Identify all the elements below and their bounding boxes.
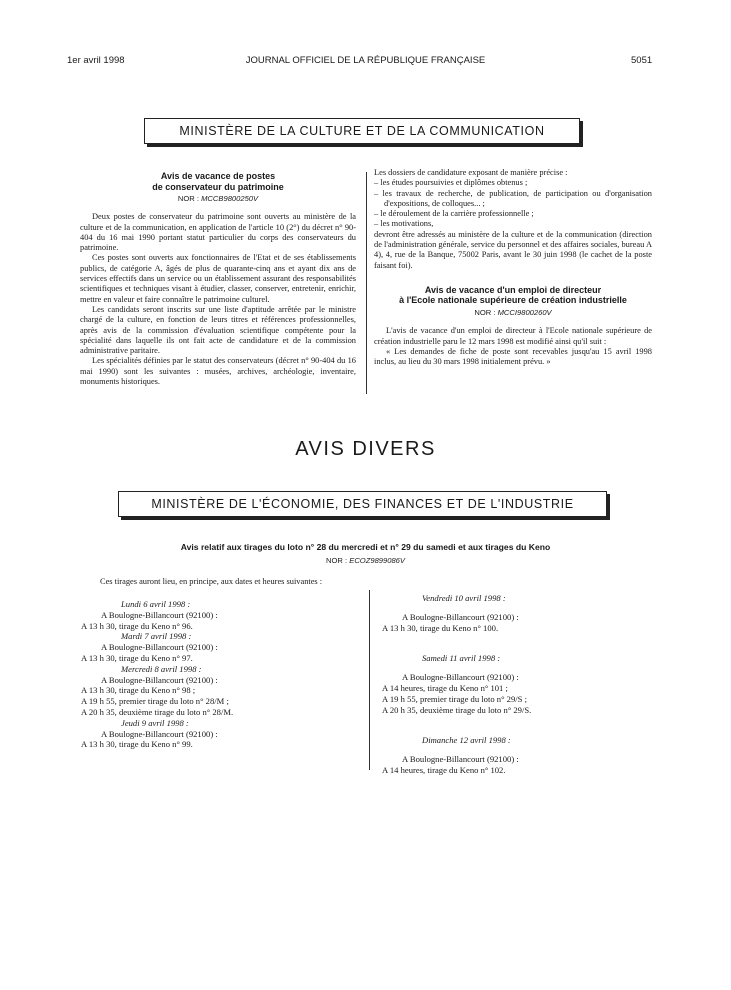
header-journal: JOURNAL OFFICIEL DE LA RÉPUBLIQUE FRANÇAISE xyxy=(245,55,486,66)
column-divider xyxy=(366,172,367,394)
nor-label: NOR : xyxy=(474,307,496,317)
paragraph: Les dossiers de candidature exposant de manière précise : xyxy=(374,168,568,177)
schedule-day: Mercredi 8 avril 1998 : xyxy=(121,663,202,674)
schedule-entry: A 13 h 30, tirage du Keno n° 97. xyxy=(81,652,193,663)
schedule-city: A Boulogne-Billancourt (92100) : xyxy=(101,674,218,685)
column-divider xyxy=(369,590,370,770)
paragraph: « Les demandes de fiche de poste sont recevables jusqu'au 15 avril 1998 inclus, au lieu du 30 mars 1998 initialement prévu. » xyxy=(374,346,652,367)
paragraph: Deux postes de conservateur du patrimoine sont ouverts au ministère de la culture et de la communication, en application de l'article 10 (2°) du décret n° 90-404 du 16 mai 1990 portant statut particulier du corps des conservateurs du patrimoine. xyxy=(80,212,356,253)
nor-reference xyxy=(80,194,356,204)
loto-intro: Ces tirages auront lieu, en principe, aux dates et heures suivantes : xyxy=(100,577,323,586)
article-title-line1: Avis de vacance de postes xyxy=(160,171,276,181)
nor-code: MCCB9800250V xyxy=(201,194,259,203)
schedule-entry: A 20 h 35, deuxième tirage du loto n° 29/S. xyxy=(382,704,532,715)
list-item: – le déroulement de la carrière professionnelle ; xyxy=(374,209,534,219)
ministry-economy-heading: MINISTÈRE DE L'ÉCONOMIE, DES FINANCES ET DE L'INDUSTRIE xyxy=(118,491,607,517)
schedule-day: Mardi 7 avril 1998 : xyxy=(121,631,192,642)
nor-label: NOR : xyxy=(326,556,348,565)
schedule-right xyxy=(382,593,662,776)
schedule-entry: A 13 h 30, tirage du Keno n° 100. xyxy=(382,622,499,633)
schedule-entry: A 19 h 55, premier tirage du loto n° 28/M ; xyxy=(81,696,229,707)
paragraph: Les candidats seront inscrits sur une liste d'aptitude arrêtée par le ministre chargé de la culture, en fonction de leurs titres et références professionnelles, après avis de la commission d'évaluation scientifique compétente pour la spécialité dans laquelle ils ont fait acte de candidature et de la commission administrative paritaire. xyxy=(80,304,356,356)
schedule-day: Dimanche 12 avril 1998 : xyxy=(422,735,511,746)
header-page-number: 5051 xyxy=(631,55,653,66)
nor-reference xyxy=(60,556,671,565)
article-title-line2: de conservateur du patrimoine xyxy=(152,181,284,192)
nor-label: NOR : xyxy=(177,194,199,203)
section-heading: AVIS DIVERS xyxy=(295,438,436,460)
article-title-line1: Avis de vacance d'un emploi de directeur xyxy=(424,284,602,295)
nor-code: ECOZ9899086V xyxy=(349,556,405,565)
schedule-day: Jeudi 9 avril 1998 : xyxy=(121,717,189,728)
list-item: – les études poursuivies et diplômes obtenus ; xyxy=(374,178,528,188)
schedule-city: A Boulogne-Billancourt (92100) : xyxy=(101,728,218,739)
schedule-entry: A 13 h 30, tirage du Keno n° 98 ; xyxy=(81,685,196,696)
schedule-city: A Boulogne-Billancourt (92100) : xyxy=(101,642,218,653)
schedule-city: A Boulogne-Billancourt (92100) : xyxy=(101,609,218,620)
nor-reference xyxy=(374,308,652,318)
loto-title: Avis relatif aux tirages du loto n° 28 du mercredi et n° 29 du samedi et aux tirages du Keno xyxy=(180,542,551,552)
schedule-day: Lundi 6 avril 1998 : xyxy=(121,599,191,609)
requirements-list xyxy=(374,178,652,229)
schedule-entry: A 19 h 55, premier tirage du loto n° 29/S ; xyxy=(382,693,527,704)
schedule-day: Samedi 11 avril 1998 : xyxy=(422,653,501,664)
right-article xyxy=(374,168,652,367)
paragraph: Les spécialités définies par le statut des conservateurs (décret n° 90-404 du 16 mai 1990) sont les suivantes : musées, archives, archéologie, inventaire, monuments historiques. xyxy=(80,356,356,387)
schedule-entry: A 14 heures, tirage du Keno n° 102. xyxy=(382,764,506,775)
list-item: – les motivations, xyxy=(374,219,434,229)
schedule-city: A Boulogne-Billancourt (92100) : xyxy=(402,611,519,622)
schedule-entry: A 14 heures, tirage du Keno n° 101 ; xyxy=(382,682,508,693)
header-date: 1er avril 1998 xyxy=(67,55,125,66)
schedule-entry: A 13 h 30, tirage du Keno n° 99. xyxy=(81,739,193,750)
paragraph: L'avis de vacance d'un emploi de directeur à l'Ecole nationale supérieure de création industrielle paru le 12 mars 1998 est modifié ainsi qu'il suit : xyxy=(374,326,652,346)
schedule-entry: A 13 h 30, tirage du Keno n° 96. xyxy=(81,620,193,631)
ministry-culture-heading: MINISTÈRE DE LA CULTURE ET DE LA COMMUNICATION xyxy=(144,118,580,144)
schedule-city: A Boulogne-Billancourt (92100) : xyxy=(402,672,519,683)
schedule-city: A Boulogne-Billancourt (92100) : xyxy=(402,754,519,765)
left-article xyxy=(80,171,356,387)
nor-code: MCCI9800260V xyxy=(497,307,552,317)
schedule-day: Vendredi 10 avril 1998 : xyxy=(422,593,506,603)
list-item: – les travaux de recherche, de publication, de participation ou d'organisation d'expositions, de colloques... ; xyxy=(374,188,652,208)
schedule-entry: A 20 h 35, deuxième tirage du loto n° 28/M. xyxy=(81,706,234,717)
paragraph: Ces postes sont ouverts aux fonctionnaires de l'Etat et de ses établissements publics, de catégorie A, âgés de plus de quarante-cinq ans et ayant dix ans de services effectifs dans un service ou un établissement assurant des responsabilités scientifiques et techniques visant à étudier, classer, conserver, entretenir, enrichir, mettre en valeur et faire connaître le patrimoine culturel. xyxy=(80,253,356,304)
article-title-line2: à l'Ecole nationale supérieure de création industrielle xyxy=(399,295,627,306)
schedule-left xyxy=(81,599,361,750)
paragraph: devront être adressés au ministère de la culture et de la communication (direction de l'administration générale, service du personnel et des affaires sociales, bureau A 4), 4, rue de la Banque, 75002 Paris, avant le 30 juin 1998 (le cachet de la poste faisant foi). xyxy=(374,229,652,270)
